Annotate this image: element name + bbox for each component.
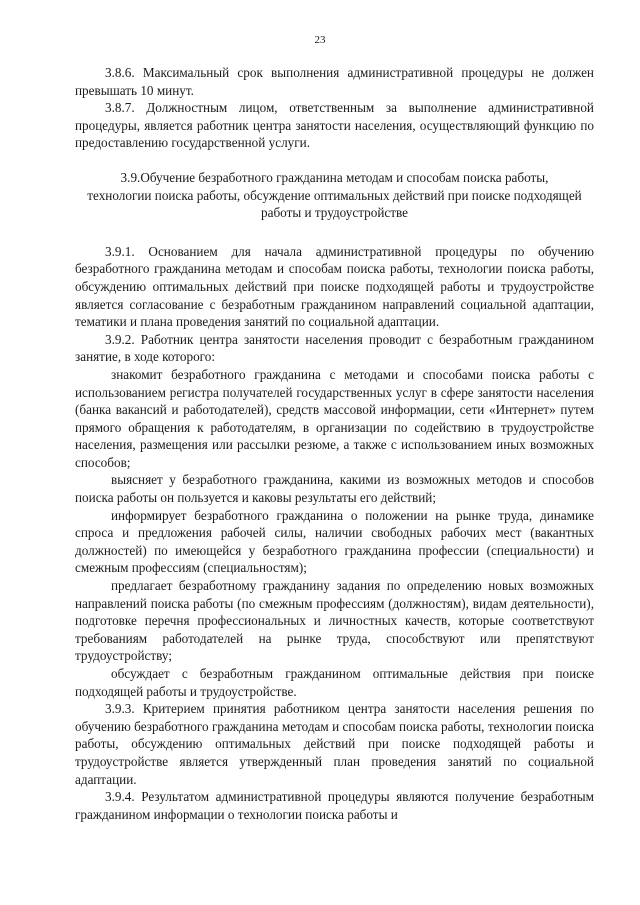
paragraph-3-9-3: 3.9.3. Критерием принятия работником центра занятости населения решения по обучению безработного гражданина методам и способам поиска работы, технологии поиска работы, обсуждению оптимальных действий при поиске подходящей работы и трудоустройстве является утвержденный план проведения занятий по социальной адаптации. <box>75 701 594 787</box>
page-number: 23 <box>314 34 326 46</box>
list-item: предлагает безработному гражданину задания по определению новых возможных направлений поиска работы (по смежным профессиям (должностям), видам деятельности), подготовке перечня профессиональных и личностных качеств, которые соответствуют требованиям работодателей на рынке труда, способствуют или препятствуют трудоустройству; <box>75 578 594 664</box>
list-item: информирует безработного гражданина о положении на рынке труда, динамике спроса и предложения рабочей силы, наличии свободных рабочих мест (вакантных должностей) по имеющейся у безработного гражданина профессии (специальности) и смежным профессиям (специальностям); <box>75 507 594 576</box>
paragraph-3-9-1: 3.9.1. Основанием для начала административной процедуры по обучению безработного гражданина методам и способам поиска работы, технологии поиска работы, обсуждению оптимальных действий при поиске подходящей работы и трудоустройстве является согласование с безработным гражданином направлений социальной адаптации, тематики и плана проведения занятий по социальной адаптации. <box>75 243 594 330</box>
list-item: обсуждает с безработным гражданином оптимальные действия при поиске подходящей работы и трудоустройстве. <box>75 666 594 699</box>
list-item: знакомит безработного гражданина с методами и способами поиска работы с использованием регистра получателей государственных услуг в сфере занятости населения (банка вакансий и работодателей), средств массовой информации, сети «Интернет» путем прямого обращения к работодателям, в организации по содействию в трудоустройстве населения, размещения или рассылки резюме, а также с использованием иных возможных способов; <box>75 366 594 470</box>
paragraph-3-8-7: 3.8.7. Должностным лицом, ответственным за выполнение административной процедуры, является работник центра занятости населения, осуществляющий функцию по предоставлению государственной услуги. <box>75 100 594 151</box>
section-heading-3-9: 3.9.Обучение безработного гражданина методам и способам поиска работы, технологии поиска работы, обсуждение оптимальных действий при поиске подходящей работы и трудоустройстве <box>87 169 582 221</box>
paragraph-3-9-2: 3.9.2. Работник центра занятости населения проводит с безработным гражданином занятие, в ходе которого: <box>75 331 594 365</box>
paragraph-3-9-4: 3.9.4. Результатом административной процедуры являются получение безработным гражданином информации о технологии поиска работы и <box>75 789 594 822</box>
list-item: выясняет у безработного гражданина, какими из возможных методов и способов поиска работы он пользуется и каковы результаты его действий; <box>75 472 594 506</box>
paragraph-3-8-6: 3.8.6. Максимальный срок выполнения административной процедуры не должен превышать 10 минут. <box>75 65 594 98</box>
activities-list <box>75 366 594 700</box>
document-body <box>75 64 594 823</box>
